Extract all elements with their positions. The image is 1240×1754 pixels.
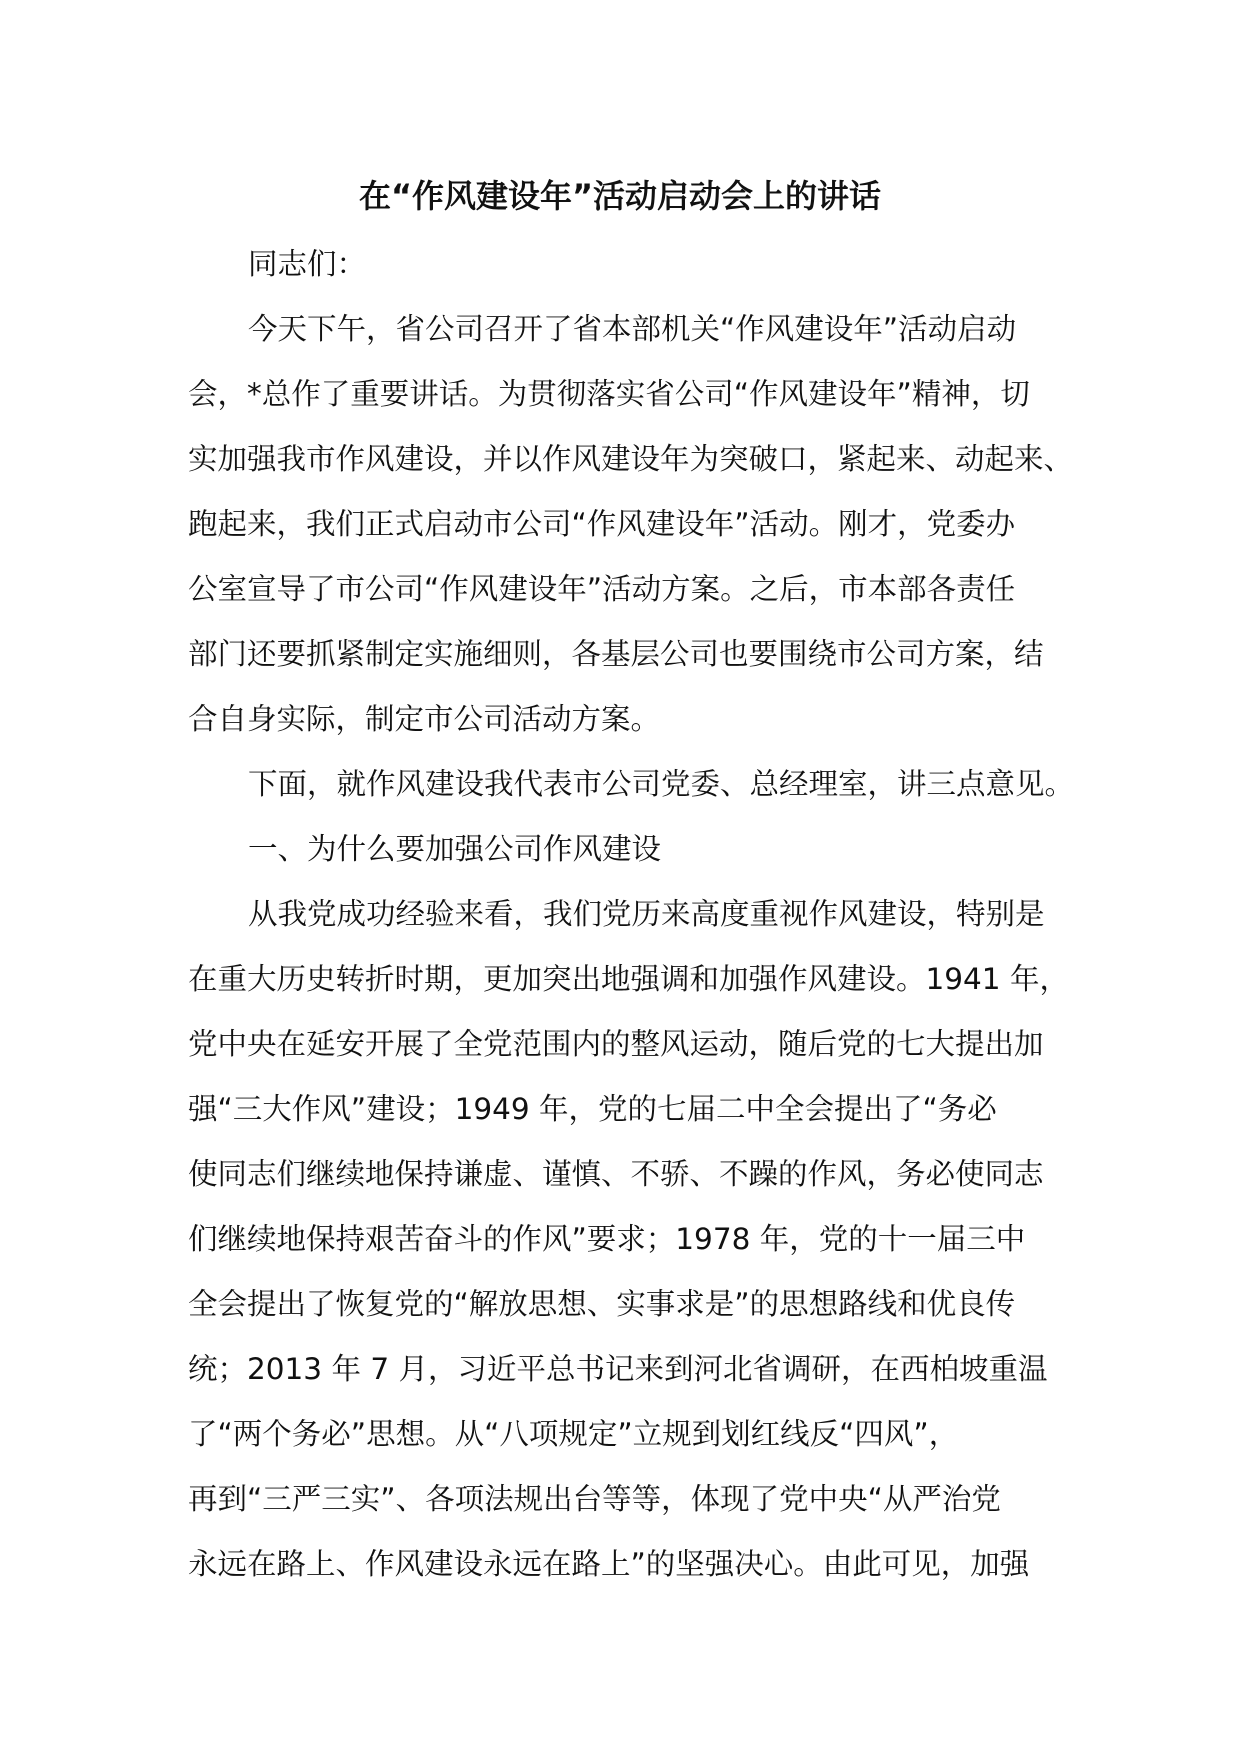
body-line: 统；2013 年 7 月，习近平总书记来到河北省调研，在西柏坡重温 <box>188 1352 1048 1386</box>
body-line: 实加强我市作风建设，并以作风建设年为突破口，紧起来、动起来、 <box>188 442 1074 476</box>
body-line: 使同志们继续地保持谦虚、谨慎、不骄、不躁的作风，务必使同志 <box>188 1157 1044 1191</box>
body-line: 下面，就作风建设我代表市公司党委、总经理室，讲三点意见。 <box>248 767 1075 801</box>
body-line: 公室宣导了市公司“作风建设年”活动方案。之后，市本部各责任 <box>188 572 1016 606</box>
body-line: 今天下午，省公司召开了省本部机关“作风建设年”活动启动 <box>248 312 1017 346</box>
body-line: 永远在路上、作风建设永远在路上”的坚强决心。由此可见，加强 <box>188 1547 1030 1581</box>
body-line: 全会提出了恢复党的“解放思想、实事求是”的思想路线和优良传 <box>188 1287 1016 1321</box>
body-line: 们继续地保持艰苦奋斗的作风”要求；1978 年，党的十一届三中 <box>188 1222 1026 1256</box>
body-line: 再到“三严三实”、各项法规出台等等，体现了党中央“从严治党 <box>188 1482 1001 1516</box>
body-line: 会，*总作了重要讲话。为贯彻落实省公司“作风建设年”精神，切 <box>188 377 1030 411</box>
body-line: 强“三大作风”建设；1949 年，党的七届二中全会提出了“务必 <box>188 1092 997 1126</box>
body-line: 同志们： <box>248 247 367 281</box>
body-line: 在重大历史转折时期，更加突出地强调和加强作风建设。1941 年， <box>188 962 1069 996</box>
body-line: 部门还要抓紧制定实施细则，各基层公司也要围绕市公司方案，结 <box>188 637 1044 671</box>
body-line: 合自身实际，制定市公司活动方案。 <box>188 702 661 736</box>
body-line: 一、为什么要加强公司作风建设 <box>248 832 662 866</box>
body-line: 党中央在延安开展了全党范围内的整风运动，随后党的七大提出加 <box>188 1027 1044 1061</box>
body-line: 了“两个务必”思想。从“八项规定”立规到划红线反“四风”， <box>188 1417 959 1451</box>
document-title: 在“作风建设年”活动启动会上的讲话 <box>358 177 882 215</box>
body-line: 从我党成功经验来看，我们党历来高度重视作风建设，特别是 <box>248 897 1045 931</box>
body-line: 跑起来，我们正式启动市公司“作风建设年”活动。刚才，党委办 <box>188 507 1016 541</box>
document-body <box>188 237 1088 1602</box>
